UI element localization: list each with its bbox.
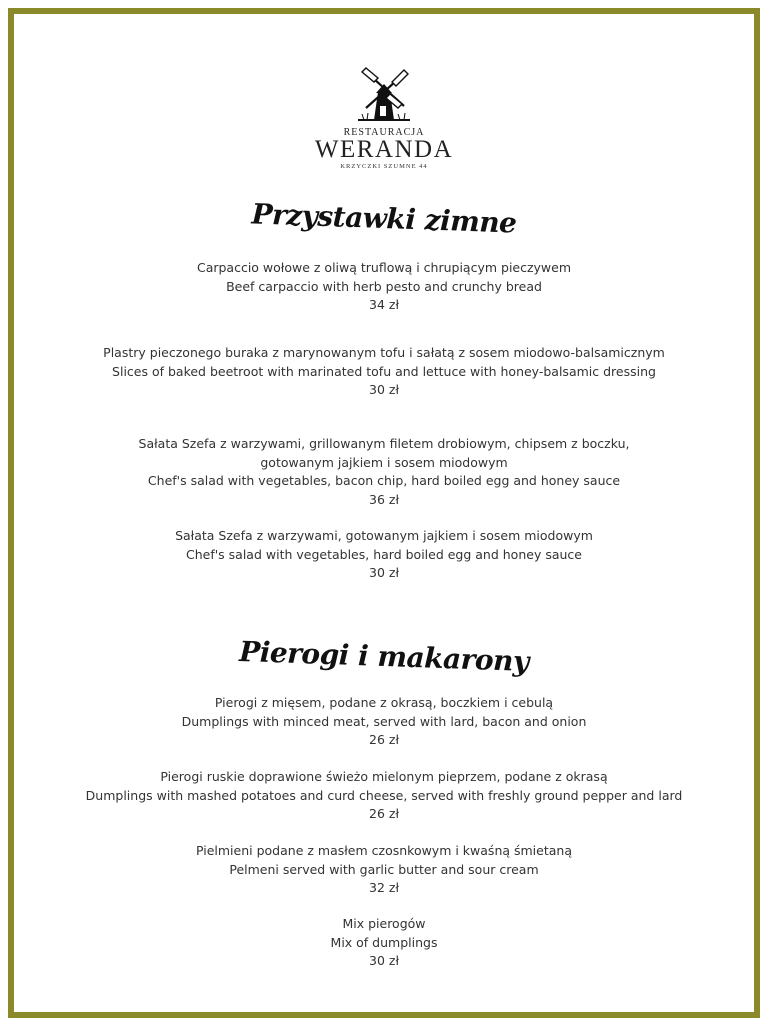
menu-item bbox=[14, 344, 754, 400]
item-price: 26 zł bbox=[369, 806, 399, 821]
item-name-pl: Pielmieni podane z masłem czosnkowym i kwaśną śmietaną bbox=[195, 843, 572, 858]
item-price: 32 zł bbox=[369, 880, 399, 895]
item-name-en: Slices of baked beetroot with marinated tofu and lettuce with honey-balsamic dressing bbox=[112, 363, 656, 379]
item-name-pl: Mix pierogów bbox=[342, 916, 426, 931]
brand-subtitle: RESTAURACJA bbox=[343, 127, 425, 138]
item-name-pl: Pierogi z mięsem, podane z okrasą, boczkiem i cebulą bbox=[214, 695, 554, 710]
menu-item bbox=[14, 915, 754, 971]
item-name-en: Chef's salad with vegetables, bacon chip, hard boiled egg and honey sauce bbox=[147, 473, 621, 488]
restaurant-logo bbox=[14, 62, 754, 170]
item-name-pl: Pierogi ruskie doprawione świeżo mielonym pieprzem, podane z okrasą bbox=[160, 769, 608, 784]
item-price: 30 zł bbox=[369, 382, 399, 397]
item-name-en: Dumplings with mashed potatoes and curd cheese, served with freshly ground pepper and lard bbox=[85, 787, 683, 803]
item-price: 26 zł bbox=[369, 732, 399, 747]
item-name-pl: Sałata Szefa z warzywami, gotowanym jajkiem i sosem miodowym bbox=[175, 528, 593, 543]
item-name-pl: Carpaccio wołowe z oliwą truflową i chrupiącym pieczywem bbox=[196, 260, 572, 275]
brand-name: WERANDA bbox=[314, 136, 454, 163]
menu-item bbox=[14, 842, 754, 898]
item-name-en: Pelmeni served with garlic butter and sour cream bbox=[229, 861, 539, 877]
item-name-en: Chef's salad with vegetables, hard boiled egg and honey sauce bbox=[186, 546, 582, 562]
item-name-en: Dumplings with minced meat, served with lard, bacon and onion bbox=[181, 713, 587, 729]
item-price: 30 zł bbox=[369, 953, 399, 968]
menu-item bbox=[14, 259, 754, 315]
menu-item bbox=[14, 768, 754, 824]
menu-page bbox=[8, 8, 760, 1018]
menu-item bbox=[14, 694, 754, 750]
item-name-pl: Plastry pieczonego buraka z marynowanym tofu i sałatą z sosem miodowo-balsamicznym bbox=[103, 345, 665, 360]
item-price: 34 zł bbox=[369, 297, 399, 312]
item-name-pl: Sałata Szefa z warzywami, grillowanym filetem drobiowym, chipsem z boczku, bbox=[138, 436, 630, 451]
menu-item bbox=[14, 527, 754, 583]
brand-address: KRZYCZKI SZUMNE 44 bbox=[340, 163, 428, 170]
item-name-en: Beef carpaccio with herb pesto and crunchy bread bbox=[226, 278, 542, 294]
menu-item bbox=[14, 435, 754, 509]
windmill-icon bbox=[356, 62, 412, 124]
section-title-cold-starters: Przystawki zimne bbox=[250, 197, 518, 240]
item-name-pl-cont: gotowanym jajkiem i sosem miodowym bbox=[260, 454, 508, 470]
item-price: 30 zł bbox=[369, 565, 399, 580]
item-price: 36 zł bbox=[369, 491, 399, 507]
section-title-dumplings-pasta: Pierogi i makarony bbox=[238, 634, 530, 679]
item-name-en: Mix of dumplings bbox=[330, 934, 438, 950]
